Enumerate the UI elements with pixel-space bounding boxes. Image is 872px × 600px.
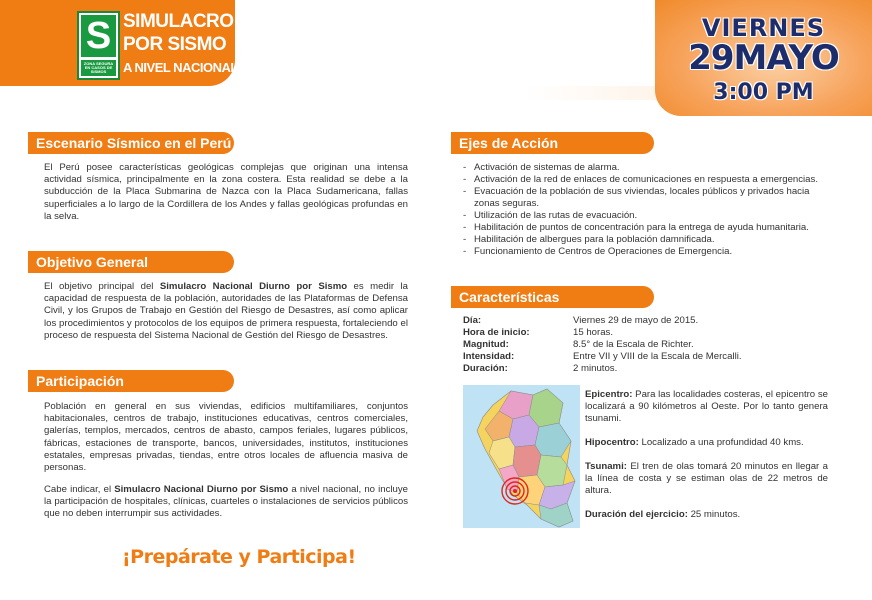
section-title-participacion: Participación — [28, 370, 234, 392]
duracion-note — [585, 509, 828, 521]
logo-s-icon: S — [81, 15, 116, 57]
list-item: - Utilización de las rutas de evacuación. — [463, 210, 843, 222]
date-time: 3:00 PM — [713, 80, 814, 105]
hipocentro-text: Localizado a una profundidad 40 kms. — [638, 437, 804, 448]
title-line-2: POR SISMO — [123, 34, 227, 55]
tsunami-note — [585, 461, 828, 497]
row-key: Día: — [463, 315, 482, 326]
hipocentro-label: Hipocentro: — [585, 437, 639, 448]
list-item: - Evacuación de la población de sus viviendas, locales públicos y privados hacia zonas seguras. — [463, 186, 833, 210]
date-box — [655, 0, 872, 116]
ejes-list — [463, 162, 843, 258]
row-value: Entre VII y VIII de la Escala de Mercalli. — [573, 351, 742, 362]
table-row — [463, 327, 742, 339]
footer-slogan: ¡Prepárate y Participa! — [122, 546, 356, 568]
list-item: - Habilitación de albergues para la población damnificada. — [463, 234, 843, 246]
section-title-escenario: Escenario Sísmico en el Perú — [28, 132, 234, 154]
peru-map — [463, 385, 580, 528]
section-title-ejes: Ejes de Acción — [451, 132, 654, 154]
participacion-text-2-bold: Simulacro Nacional Diurno por Sismo — [114, 484, 289, 495]
epicenter-icon — [502, 478, 528, 504]
escenario-text: El Perú posee características geológicas complejas que originan una intensa actividad sísmica, principalmente en la zona costera. Esta realidad se debe a la subducción de la Placa Submarina de Nazca con la Placa Sudamericana, fallas superficiales a lo largo de la Cordillera de los Andes y fallas geológicas profundas en la selva. — [44, 162, 408, 222]
tsunami-label: Tsunami: — [585, 461, 627, 472]
list-item: - Habilitación de puntos de concentración para la entrega de ayuda humanitaria. — [463, 222, 843, 234]
objetivo-text-bold: Simulacro Nacional Diurno por Sismo — [159, 281, 348, 292]
list-item: - Funcionamiento de Centros de Operaciones de Emergencia. — [463, 246, 843, 258]
section-title-caracteristicas: Características — [451, 286, 654, 308]
row-key: Duración: — [463, 363, 508, 374]
list-item: - Activación de sistemas de alarma. — [463, 162, 843, 174]
title-line-3: A NIVEL NACIONAL — [123, 60, 238, 75]
row-value: 8.5° de la Escala de Richter. — [573, 339, 694, 350]
row-value: 2 minutos. — [573, 363, 618, 374]
safe-zone-logo — [77, 11, 120, 80]
participacion-text-2-pre: Cabe indicar, el — [44, 484, 115, 495]
section-title-objetivo: Objetivo General — [28, 251, 234, 273]
logo-tag: ZONA SEGURA EN CASOS DE SISMOS — [81, 60, 116, 76]
row-value: 15 horas. — [573, 327, 614, 338]
header — [0, 0, 872, 118]
row-key: Magnitud: — [463, 339, 509, 350]
duracion-text: 25 minutos. — [687, 509, 741, 520]
epicentro-note — [585, 389, 828, 425]
hipocentro-note — [585, 437, 828, 449]
list-item: - Activación de la red de enlaces de comunicaciones en respuesta a emergencias. — [463, 174, 843, 186]
epicentro-label: Epicentro: — [585, 389, 633, 400]
date-day: VIERNES — [701, 14, 826, 42]
table-row — [463, 351, 742, 363]
objetivo-text-post: es medir la capacidad de respuesta de la población, autoridades de las Plataformas de Defensa Civil, y los Grupos de Trabajo en Gestión del Riesgo de Desastres, así como aplicar los procedimientos y protocolos de los equipos de primera respuesta, fortaleciendo el proceso de respuesta del Sistema Nacional de Gestión del Riesgo de Desastres. — [44, 281, 408, 341]
table-row — [463, 315, 742, 327]
tsunami-text: El tren de olas tomará 20 minutos en llegar a la línea de costa y se estiman olas de 22 metros de altura. — [585, 461, 828, 496]
table-row — [463, 339, 742, 351]
epicentro-text: Para las localidades costeras, el epicentro se localizará a 90 kilómetros al Oeste. Por lo tanto genera tsunami. — [585, 389, 828, 424]
participacion-text-2 — [44, 484, 408, 521]
duracion-label: Duración del ejercicio: — [585, 509, 688, 520]
peru-map-icon — [463, 385, 580, 528]
date-main: 29MAYO — [688, 38, 839, 78]
row-key: Hora de inicio: — [463, 327, 530, 338]
participacion-text-2-post: a nivel nacional, no incluye la participación de hospitales, clínicas, cuarteles o instalaciones de servicios públicos que no deben interrumpir sus actividades. — [44, 484, 408, 520]
caracteristicas-notes — [585, 389, 828, 533]
table-row — [463, 363, 742, 375]
objetivo-text-pre: El objetivo principal del — [44, 281, 160, 292]
caracteristicas-table — [463, 315, 742, 375]
objetivo-text — [44, 281, 408, 342]
title-line-1: SIMULACRO — [123, 11, 234, 32]
participacion-text-1: Población en general en sus viviendas, edificios multifamiliares, conjuntos habitacionales, centros de trabajo, instituciones educativas, centros comerciales, galerías, templos, mercados, centros de abasto, campos feriales, lugares públicos, fábricas, estaciones de transporte, bancos, universidades, institutos, instituciones estatales, empresas privadas, tiendas, entre otros locales de afluencia masiva de personas. — [44, 401, 408, 474]
row-key: Intensidad: — [463, 351, 515, 362]
row-value: Viernes 29 de mayo de 2015. — [573, 315, 699, 326]
